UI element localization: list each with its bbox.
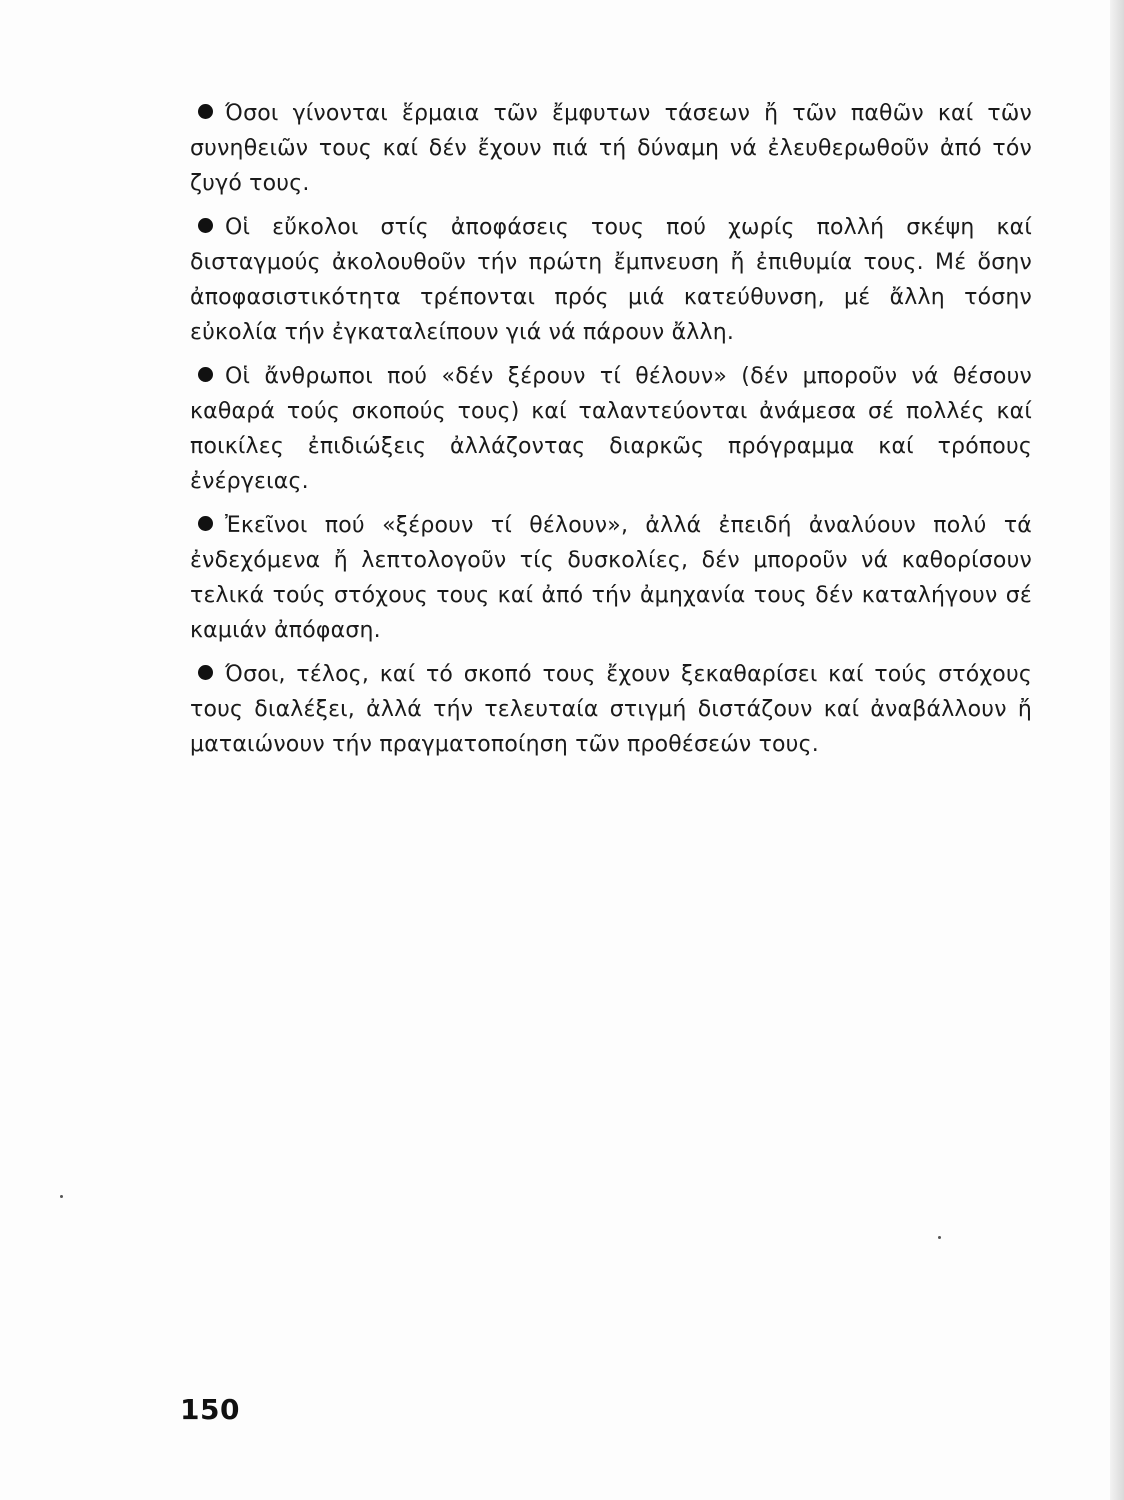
bullet-icon xyxy=(198,367,213,382)
list-item xyxy=(190,210,1032,350)
list-item-text: Όσοι, τέλος, καί τό σκοπό τους ἔχουν ξεκαθαρίσει καί τούς στόχους τους διαλέξει, ἀλλά τήν τελευταία στιγμή διστάζουν καί ἀναβάλλουν ἤ ματαιώνουν τήν πραγματοποίηση τῶν προθέσεών τους. xyxy=(190,662,1032,757)
scan-edge-shadow xyxy=(1110,0,1124,1500)
list-item xyxy=(190,96,1032,201)
scan-speck xyxy=(938,1236,941,1239)
bullet-icon xyxy=(198,104,213,119)
bullet-icon xyxy=(198,665,213,680)
bullet-icon xyxy=(198,516,213,531)
list-item-text: Οἱ ἄνθρωποι πού «δέν ξέρουν τί θέλουν» (δέν μποροῦν νά θέσουν καθαρά τούς σκοπούς τους) καί ταλαντεύονται ἀνάμεσα σέ πολλές καί ποικίλες ἐπιδιώξεις ἀλλάζοντας διαρκῶς πρόγραμμα καί τρόπους ἐνέργειας. xyxy=(190,364,1032,494)
list-item xyxy=(190,359,1032,499)
page-number: 150 xyxy=(180,1393,240,1426)
list-item-text: Ἐκεῖνοι πού «ξέρουν τί θέλουν», ἀλλά ἐπειδή ἀναλύουν πολύ τά ἐνδεχόμενα ἤ λεπτολογοῦν τίς δυσκολίες, δέν μποροῦν νά καθορίσουν τελικά τούς στόχους τους καί ἀπό τήν ἀμηχανία τους δέν καταλήγουν σέ καμιάν ἀπόφαση. xyxy=(190,513,1032,643)
list-item xyxy=(190,657,1032,762)
bullet-list xyxy=(190,96,1032,771)
bullet-icon xyxy=(198,218,213,233)
list-item-text: Όσοι γίνονται ἕρμαια τῶν ἔμφυτων τάσεων ἤ τῶν παθῶν καί τῶν συνηθειῶν τους καί δέν ἔχουν πιά τή δύναμη νά ἐλευθερωθοῦν ἀπό τόν ζυγό τους. xyxy=(190,101,1032,196)
list-item xyxy=(190,508,1032,648)
scan-speck xyxy=(60,1195,63,1198)
list-item-text: Οἱ εὔκολοι στίς ἀποφάσεις τους πού χωρίς πολλή σκέψη καί δισταγμούς ἀκολουθοῦν τήν πρώτη ἔμπνευση ἤ ἐπιθυμία τους. Μέ ὅσην ἀποφασιστικότητα τρέπονται πρός μιά κατεύθυνση, μέ ἄλλη τόσην εὐκολία τήν ἐγκαταλείπουν γιά νά πάρουν ἄλλη. xyxy=(190,215,1032,345)
